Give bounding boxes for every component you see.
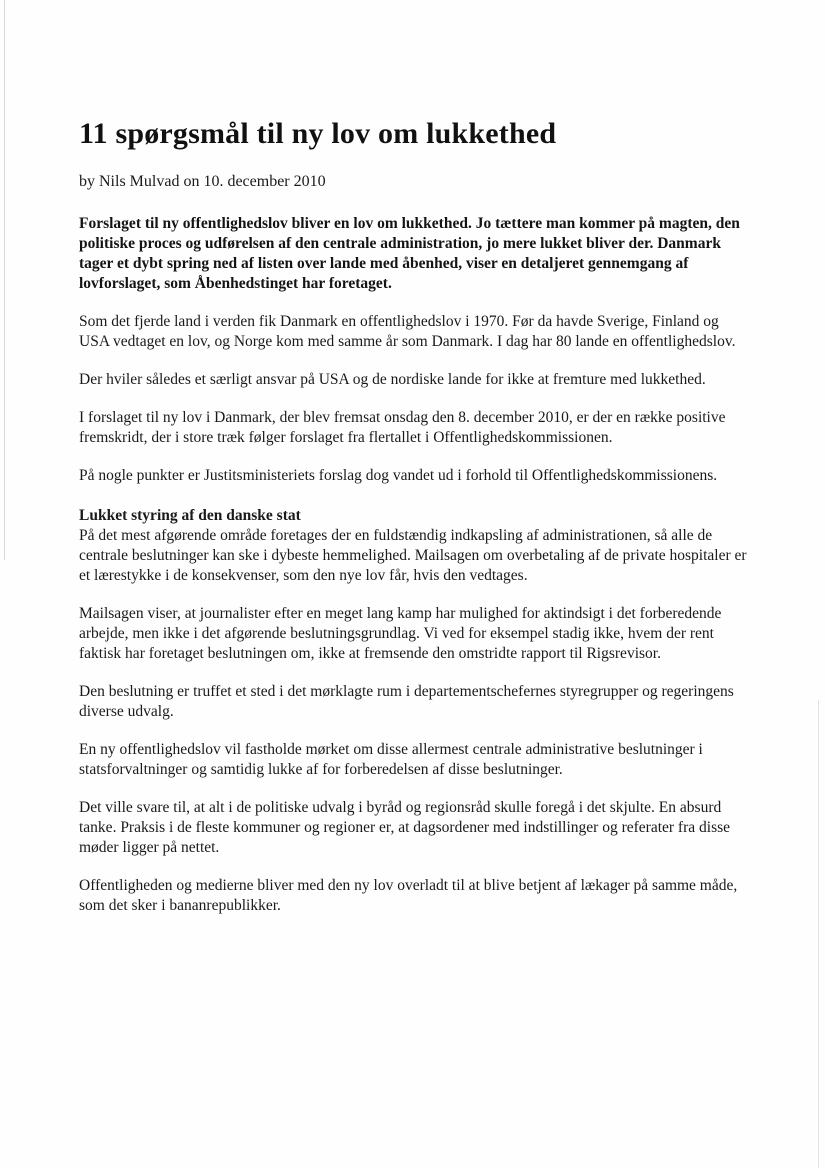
article-title: 11 spørgsmål til ny lov om lukkethed xyxy=(79,117,557,150)
paragraph: Der hviler således et særligt ansvar på USA og de nordiske lande for ikke at fremture med lukkethed. xyxy=(79,371,706,388)
paragraph: Som det fjerde land i verden fik Danmark en offentlighedslov i 1970. Før da havde Sverige, Finland og USA vedtaget en lov, og Norge kom med samme år som Danmark. I dag har 80 lande en offentlighedslov. xyxy=(79,313,736,350)
paragraph: Det ville svare til, at alt i de politiske udvalg i byråd og regionsråd skulle foregå i det skjulte. En absurd tanke. Praksis i de fleste kommuner og regioner er, at dagsordener med indstillinger og referater fra disse møder ligger på nettet. xyxy=(79,799,731,856)
article xyxy=(79,112,749,916)
scan-edge-right xyxy=(818,700,819,1168)
paragraph: I forslaget til ny lov i Danmark, der blev fremsat onsdag den 8. december 2010, er der en række positive fremskridt, der i store træk følger forslaget fra flertallet i Offentlighedskommissionen. xyxy=(79,409,726,446)
paragraph: På det mest afgørende område foretages der en fuldstændig indkapsling af administrationen, så alle de centrale beslutninger kan ske i dybeste hemmelighed. Mailsagen om overbetaling af de private hospitaler er et lærestykke i de konsekvenser, som den nye lov får, hvis den vedtages. xyxy=(79,527,747,584)
section-heading: Lukket styring af den danske stat xyxy=(79,507,301,524)
paragraph: Offentligheden og medierne bliver med den ny lov overladt til at blive betjent af lækager på samme måde, som det sker i bananrepublikker. xyxy=(79,877,738,914)
article-byline: by Nils Mulvad on 10. december 2010 xyxy=(79,173,326,190)
scan-edge-left xyxy=(4,0,5,560)
article-lead: Forslaget til ny offentlighedslov bliver en lov om lukkethed. Jo tættere man kommer på magten, den politiske proces og udførelsen af den centrale administration, jo mere lukket bliver der. Danmark tager et dybt spring ned af listen over lande med åbenhed, viser en detaljeret gennemgang af lovforslaget, som Åbenhedstinget har foretaget. xyxy=(79,215,740,292)
paragraph: En ny offentlighedslov vil fastholde mørket om disse allermest centrale administrative beslutninger i statsforvaltninger og samtidig lukke af for forberedelsen af disse beslutninger. xyxy=(79,741,703,778)
paragraph: Den beslutning er truffet et sted i det mørklagte rum i departementschefernes styregrupper og regeringens diverse udvalg. xyxy=(79,683,734,720)
paragraph: Mailsagen viser, at journalister efter en meget lang kamp har mulighed for aktindsigt i det forberedende arbejde, men ikke i det afgørende beslutningsgrundlag. Vi ved for eksempel stadig ikke, hvem der rent faktisk har foretaget beslutningen om, ikke at fremsende den omstridte rapport til Rigsrevisor. xyxy=(79,605,722,662)
paragraph: På nogle punkter er Justitsministeriets forslag dog vandet ud i forhold til Offentlighedskommissionens. xyxy=(79,467,718,484)
